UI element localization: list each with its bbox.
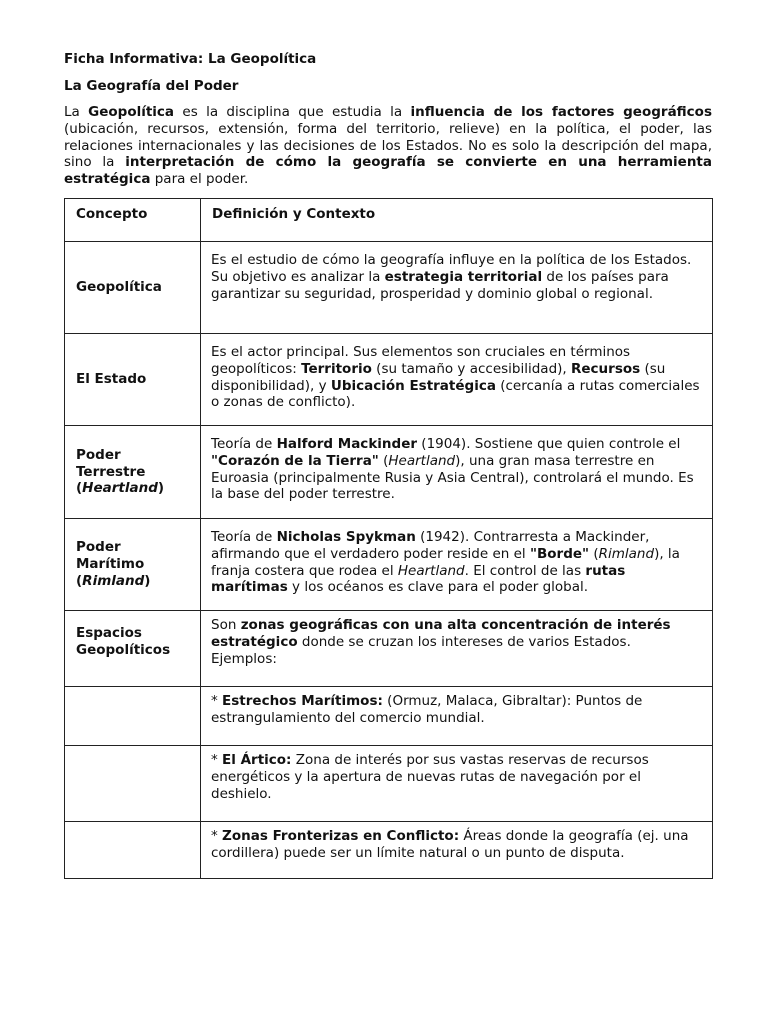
header-concept: Concepto [65, 199, 201, 242]
definition-cell-espacios: Son zonas geográficas con una alta concentración de interés estratégico donde se cruzan los intereses de varios Estados. Ejemplos: [201, 611, 713, 687]
concept-cell-empty [65, 687, 201, 746]
table-row [65, 519, 713, 611]
intro-text-1: La [64, 104, 89, 120]
concept-cell-geopolitica: Geopolítica [65, 242, 201, 334]
concept-cell-empty [65, 746, 201, 822]
table-row [65, 426, 713, 519]
definition-cell-estrechos: * Estrechos Marítimos: (Ormuz, Malaca, Gibraltar): Puntos de estrangulamiento del comercio mundial. [201, 687, 713, 746]
definition-cell-geopolitica: Es el estudio de cómo la geografía influye en la política de los Estados. Su objetivo es analizar la estrategia territorial de los países para garantizar su seguridad, prosperidad y dominio global o regional. [201, 242, 713, 334]
table-header-row [65, 199, 713, 242]
intro-text-3: (ubicación, recursos, extensión, forma del territorio, relieve) en la política, el poder, las relaciones internacionales y las decisiones de los Estados. No es solo la descripción del mapa, sino la [64, 120, 712, 171]
concept-cell-empty [65, 822, 201, 879]
concepts-table [64, 198, 713, 879]
table-row [65, 334, 713, 426]
document-subtitle: La Geografía del Poder [64, 78, 239, 94]
definition-cell-fronterizas: * Zonas Fronterizas en Conflicto: Áreas donde la geografía (ej. una cordillera) puede ser un límite natural o un punto de disputa. [201, 822, 713, 879]
header-definition: Definición y Contexto [201, 199, 713, 242]
table-row [65, 611, 713, 687]
intro-bold-2: influencia de los factores geográficos [410, 104, 712, 120]
intro-paragraph [64, 104, 712, 188]
concept-cell-poder-terrestre: Poder Terrestre (Heartland) [65, 426, 201, 519]
concept-cell-poder-maritimo: Poder Marítimo (Rimland) [65, 519, 201, 611]
definition-cell-poder-terrestre: Teoría de Halford Mackinder (1904). Sostiene que quien controle el "Corazón de la Tierra" (Heartland), una gran masa terrestre en Euroasia (principalmente Rusia y Asia Central), controlará el mundo. Es la base del poder terrestre. [201, 426, 713, 519]
document-page [64, 50, 712, 188]
table-row [65, 822, 713, 879]
definition-cell-estado: Es el actor principal. Sus elementos son cruciales en términos geopolíticos: Territorio (su tamaño y accesibilidad), Recursos (su disponibilidad), y Ubicación Estratégica (cercanía a rutas comerciales o zonas de conflicto). [201, 334, 713, 426]
table-row [65, 242, 713, 334]
definition-cell-poder-maritimo: Teoría de Nicholas Spykman (1942). Contrarresta a Mackinder, afirmando que el verdadero poder reside en el "Borde" (Rimland), la franja costera que rodea el Heartland. El control de las rutas marítimas y los océanos es clave para el poder global. [201, 519, 713, 611]
document-title: Ficha Informativa: La Geopolítica [64, 51, 317, 67]
intro-bold-3: interpretación de cómo la geografía se convierte en una herramienta estratégica [64, 154, 712, 188]
intro-text-4: para el poder. [150, 171, 249, 188]
intro-text-2: es la disciplina que estudia la [174, 104, 411, 120]
table-row [65, 746, 713, 822]
intro-bold-1: Geopolítica [88, 104, 175, 120]
definition-cell-artico: * El Ártico: Zona de interés por sus vastas reservas de recursos energéticos y la apertura de nuevas rutas de navegación por el deshielo. [201, 746, 713, 822]
table-row [65, 687, 713, 746]
concept-cell-estado: El Estado [65, 334, 201, 426]
concept-cell-espacios: Espacios Geopolíticos [65, 611, 201, 687]
